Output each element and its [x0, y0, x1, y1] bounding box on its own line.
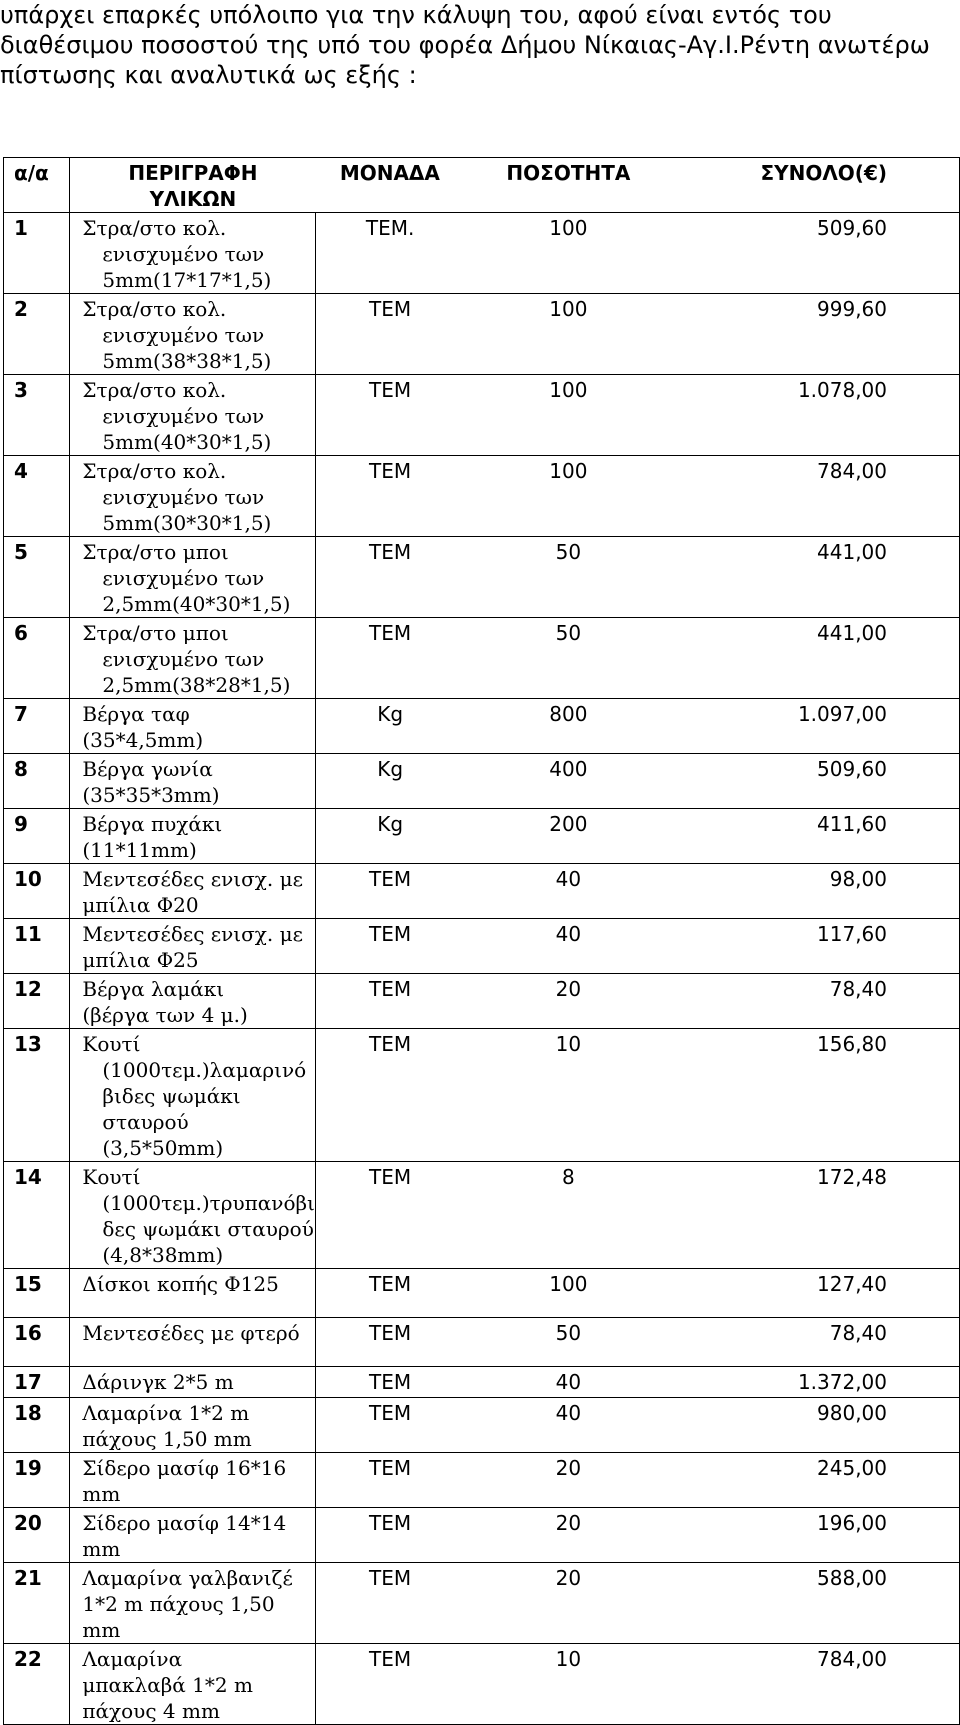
table-row — [4, 537, 960, 618]
row-desc-line: Μεντεσέδες ενισχ. με — [82, 922, 303, 946]
row-desc-line: Σίδερο μασίφ 14*14 — [82, 1511, 287, 1535]
row-unit: ΤΕΜ — [315, 375, 464, 456]
table-row — [4, 1318, 960, 1367]
row-desc-line: Βέργα πυχάκι — [82, 812, 223, 836]
row-desc-line: δες ψωμάκι σταυρού — [102, 1217, 314, 1241]
header-qty: ΠΟΣΟΤΗΤΑ — [464, 158, 672, 213]
row-unit: ΤΕΜ — [315, 1563, 464, 1644]
row-desc-line: μπίλια Φ20 — [82, 893, 199, 917]
row-num: 10 — [4, 864, 70, 919]
row-desc — [70, 375, 316, 456]
row-desc-line: (1000τεμ.)λαμαρινό — [102, 1058, 307, 1082]
row-desc — [70, 1644, 316, 1725]
row-qty: 20 — [464, 1563, 672, 1644]
row-desc — [70, 1453, 316, 1508]
row-desc — [70, 974, 316, 1029]
row-qty: 100 — [464, 375, 672, 456]
row-num: 19 — [4, 1453, 70, 1508]
row-num: 22 — [4, 1644, 70, 1725]
row-unit: ΤΕΜ — [315, 537, 464, 618]
row-num: 20 — [4, 1508, 70, 1563]
row-total: 509,60 — [672, 754, 959, 809]
row-unit: ΤΕΜ — [315, 1269, 464, 1318]
row-qty: 10 — [464, 1029, 672, 1162]
row-desc-line: 2,5mm(40*30*1,5) — [102, 592, 291, 616]
row-qty: 50 — [464, 618, 672, 699]
row-total: 98,00 — [672, 864, 959, 919]
row-qty: 200 — [464, 809, 672, 864]
intro-line: διαθέσιμου ποσοστού της υπό του φορέα Δήμου Νίκαιας-Αγ.Ι.Ρέντη ανωτέρω — [0, 31, 930, 59]
row-total: 117,60 — [672, 919, 959, 974]
row-num: 16 — [4, 1318, 70, 1367]
row-total: 999,60 — [672, 294, 959, 375]
row-desc-line: mm — [82, 1482, 121, 1506]
row-qty: 8 — [464, 1162, 672, 1269]
table-row — [4, 754, 960, 809]
row-unit: ΤΕΜ. — [315, 213, 464, 294]
row-desc — [70, 1563, 316, 1644]
row-desc — [70, 213, 316, 294]
row-desc — [70, 754, 316, 809]
row-desc — [70, 809, 316, 864]
row-num: 1 — [4, 213, 70, 294]
header-desc-line: ΥΛΙΚΩΝ — [149, 187, 237, 211]
row-num: 18 — [4, 1398, 70, 1453]
row-desc-line: 5mm(40*30*1,5) — [102, 430, 272, 454]
row-desc-line: Στρα/στο κολ. — [82, 378, 227, 402]
materials-table — [3, 157, 960, 1725]
row-total: 172,48 — [672, 1162, 959, 1269]
row-total: 784,00 — [672, 1644, 959, 1725]
row-total: 588,00 — [672, 1563, 959, 1644]
row-desc-line: Μεντεσέδες ενισχ. με — [82, 867, 303, 891]
row-desc — [70, 1029, 316, 1162]
table-row — [4, 1453, 960, 1508]
row-desc-line: Στρα/στο κολ. — [82, 297, 227, 321]
row-num: 4 — [4, 456, 70, 537]
table-row — [4, 864, 960, 919]
row-desc-line: Στρα/στο κολ. — [82, 459, 227, 483]
row-num: 9 — [4, 809, 70, 864]
row-unit: ΤΕΜ — [315, 618, 464, 699]
table-row — [4, 456, 960, 537]
row-qty: 100 — [464, 1269, 672, 1318]
row-total: 1.097,00 — [672, 699, 959, 754]
row-desc-line: (11*11mm) — [82, 838, 197, 862]
intro-line: πίστωσης και αναλυτικά ως εξής : — [0, 61, 417, 89]
row-unit: ΤΕΜ — [315, 974, 464, 1029]
row-desc — [70, 618, 316, 699]
header-total: ΣΥΝΟΛΟ(€) — [672, 158, 959, 213]
table-row — [4, 375, 960, 456]
row-qty: 10 — [464, 1644, 672, 1725]
row-desc-line: (4,8*38mm) — [102, 1243, 224, 1267]
table-row — [4, 1162, 960, 1269]
row-total: 441,00 — [672, 618, 959, 699]
table-row — [4, 1398, 960, 1453]
row-num: 6 — [4, 618, 70, 699]
row-qty: 800 — [464, 699, 672, 754]
row-desc-line: Κουτί — [82, 1165, 141, 1189]
row-desc-line: Μεντεσέδες με φτερό — [82, 1321, 300, 1345]
row-num: 13 — [4, 1029, 70, 1162]
row-qty: 40 — [464, 1367, 672, 1398]
row-total: 245,00 — [672, 1453, 959, 1508]
row-unit: ΤΕΜ — [315, 1453, 464, 1508]
row-qty: 20 — [464, 974, 672, 1029]
row-desc-line: Λαμαρίνα γαλβανιζέ — [82, 1566, 293, 1590]
intro-line: υπάρχει επαρκές υπόλοιπο για την κάλυψη του, αφού είναι εντός του — [0, 1, 832, 29]
row-desc-line: ενισχυμένο των — [102, 566, 265, 590]
row-desc — [70, 919, 316, 974]
row-desc-line: ενισχυμένο των — [102, 404, 265, 428]
row-unit: ΤΕΜ — [315, 1318, 464, 1367]
row-unit: ΤΕΜ — [315, 864, 464, 919]
row-total: 1.372,00 — [672, 1367, 959, 1398]
table-row — [4, 213, 960, 294]
row-unit: Kg — [315, 699, 464, 754]
table-row — [4, 809, 960, 864]
table-row — [4, 1029, 960, 1162]
row-desc-line: mm — [82, 1618, 121, 1642]
row-desc-line: Δάρινγκ 2*5 m — [82, 1370, 234, 1394]
row-num: 5 — [4, 537, 70, 618]
row-desc — [70, 294, 316, 375]
row-desc-line: μπακλαβά 1*2 m — [82, 1673, 253, 1697]
table-row — [4, 974, 960, 1029]
row-desc-line: Βέργα ταφ — [82, 702, 190, 726]
table-row — [4, 1563, 960, 1644]
row-unit: ΤΕΜ — [315, 1029, 464, 1162]
row-num: 8 — [4, 754, 70, 809]
row-num: 17 — [4, 1367, 70, 1398]
row-unit: ΤΕΜ — [315, 1398, 464, 1453]
table-row — [4, 919, 960, 974]
row-desc-line: Βέργα λαμάκι — [82, 977, 225, 1001]
row-desc-line: (3,5*50mm) — [102, 1136, 224, 1160]
row-total: 784,00 — [672, 456, 959, 537]
row-unit: ΤΕΜ — [315, 919, 464, 974]
row-total: 196,00 — [672, 1508, 959, 1563]
row-num: 3 — [4, 375, 70, 456]
row-desc-line: ενισχυμένο των — [102, 323, 265, 347]
row-total: 441,00 — [672, 537, 959, 618]
row-desc-line: 5mm(38*38*1,5) — [102, 349, 272, 373]
table-header-row — [4, 158, 960, 213]
table-row — [4, 1508, 960, 1563]
table-row — [4, 294, 960, 375]
row-desc-line: 2,5mm(38*28*1,5) — [102, 673, 291, 697]
table-row — [4, 699, 960, 754]
row-qty: 40 — [464, 864, 672, 919]
header-num: α/α — [4, 158, 70, 213]
row-qty: 50 — [464, 537, 672, 618]
row-desc-line: Λαμαρίνα — [82, 1647, 183, 1671]
row-qty: 40 — [464, 919, 672, 974]
row-desc-line: ενισχυμένο των — [102, 242, 265, 266]
row-desc-line: (35*35*3mm) — [82, 783, 220, 807]
row-desc-line: μπίλια Φ25 — [82, 948, 199, 972]
intro-paragraph — [0, 0, 960, 90]
row-desc — [70, 1367, 316, 1398]
table-row — [4, 1644, 960, 1725]
row-unit: Kg — [315, 754, 464, 809]
row-desc-line: Λαμαρίνα 1*2 m — [82, 1401, 250, 1425]
row-desc-line: Στρα/στο μποι — [82, 540, 229, 564]
row-total: 78,40 — [672, 1318, 959, 1367]
header-desc-line: ΠΕΡΙΓΡΑΦΗ — [128, 161, 258, 185]
row-desc — [70, 456, 316, 537]
row-qty: 400 — [464, 754, 672, 809]
row-desc-line: ενισχυμένο των — [102, 485, 265, 509]
row-desc-line: βιδες ψωμάκι — [102, 1084, 241, 1108]
row-desc — [70, 1508, 316, 1563]
row-num: 2 — [4, 294, 70, 375]
table-row — [4, 618, 960, 699]
row-desc-line: Κουτί — [82, 1032, 141, 1056]
row-total: 980,00 — [672, 1398, 959, 1453]
row-unit: Kg — [315, 809, 464, 864]
row-desc-line: 1*2 m πάχους 1,50 — [82, 1592, 275, 1616]
row-num: 15 — [4, 1269, 70, 1318]
row-total: 127,40 — [672, 1269, 959, 1318]
row-num: 11 — [4, 919, 70, 974]
row-desc — [70, 1269, 316, 1318]
row-num: 21 — [4, 1563, 70, 1644]
row-total: 78,40 — [672, 974, 959, 1029]
row-unit: ΤΕΜ — [315, 294, 464, 375]
row-total: 156,80 — [672, 1029, 959, 1162]
table-row — [4, 1367, 960, 1398]
row-desc-line: 5mm(17*17*1,5) — [102, 268, 272, 292]
row-desc-line: πάχους 1,50 mm — [82, 1427, 252, 1451]
row-desc-line: σταυρού — [102, 1110, 189, 1134]
row-unit: ΤΕΜ — [315, 1644, 464, 1725]
row-num: 7 — [4, 699, 70, 754]
row-desc — [70, 537, 316, 618]
row-total: 1.078,00 — [672, 375, 959, 456]
row-num: 12 — [4, 974, 70, 1029]
row-num: 14 — [4, 1162, 70, 1269]
row-total: 509,60 — [672, 213, 959, 294]
row-desc-line: Δίσκοι κοπής Φ125 — [82, 1272, 279, 1296]
row-desc — [70, 1398, 316, 1453]
row-desc-line: Στρα/στο μποι — [82, 621, 229, 645]
header-unit: ΜΟΝΑΔΑ — [315, 158, 464, 213]
row-desc — [70, 699, 316, 754]
table-row — [4, 1269, 960, 1318]
row-desc-line: mm — [82, 1537, 121, 1561]
row-desc-line: (35*4,5mm) — [82, 728, 204, 752]
row-unit: ΤΕΜ — [315, 1162, 464, 1269]
header-desc — [70, 158, 316, 213]
row-qty: 100 — [464, 294, 672, 375]
row-desc-line: Βέργα γωνία — [82, 757, 213, 781]
row-desc-line: Στρα/στο κολ. — [82, 216, 227, 240]
row-desc-line: Σίδερο μασίφ 16*16 — [82, 1456, 287, 1480]
row-desc-line: ενισχυμένο των — [102, 647, 265, 671]
row-qty: 20 — [464, 1453, 672, 1508]
row-desc — [70, 1162, 316, 1269]
row-qty: 50 — [464, 1318, 672, 1367]
row-qty: 20 — [464, 1508, 672, 1563]
row-total: 411,60 — [672, 809, 959, 864]
row-unit: ΤΕΜ — [315, 1367, 464, 1398]
row-desc — [70, 864, 316, 919]
row-desc-line: 5mm(30*30*1,5) — [102, 511, 272, 535]
row-unit: ΤΕΜ — [315, 1508, 464, 1563]
row-desc-line: (1000τεμ.)τρυπανόβι — [102, 1191, 315, 1215]
row-qty: 100 — [464, 456, 672, 537]
row-qty: 40 — [464, 1398, 672, 1453]
row-desc-line: πάχους 4 mm — [82, 1699, 220, 1723]
row-unit: ΤΕΜ — [315, 456, 464, 537]
row-desc-line: (βέργα των 4 μ.) — [82, 1003, 248, 1027]
row-qty: 100 — [464, 213, 672, 294]
row-desc — [70, 1318, 316, 1367]
